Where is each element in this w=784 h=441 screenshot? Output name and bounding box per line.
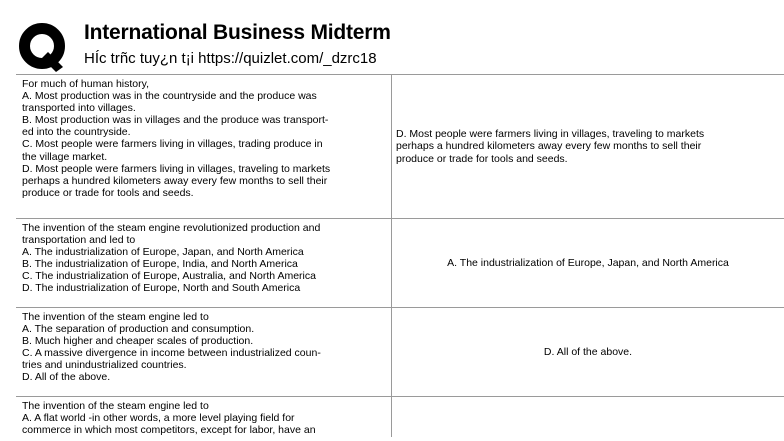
term-line: C. A massive divergence in income between industrialized coun-	[22, 347, 321, 360]
definition-cell	[392, 75, 784, 218]
definition-cell	[392, 397, 784, 437]
term-line: B. The industrialization of Europe, India, and North America	[22, 258, 298, 271]
definition-line: produce or trade for tools and seeds.	[396, 152, 568, 165]
term-line: D. The industrialization of Europe, North and South America	[22, 282, 301, 295]
term-line: tries and unindustrialized countries.	[22, 359, 187, 372]
term-line: D. Most people were farmers living in villages, traveling to markets	[22, 162, 331, 175]
flashcard-row	[16, 397, 784, 437]
term-cell	[16, 308, 392, 396]
page-subtitle: HÍc trñc tuy¿n t¡i https://quizlet.com/_dzrc18	[84, 50, 377, 67]
definition-cell	[392, 219, 784, 307]
term-line: The invention of the steam engine led to	[22, 311, 209, 323]
term-line: transported into villages.	[22, 102, 136, 115]
page-title: International Business Midterm	[84, 21, 391, 44]
definition-line: D. Most people were farmers living in villages, traveling to markets	[396, 128, 705, 141]
term-cell	[16, 75, 392, 218]
term-line: The invention of the steam engine revolutionized production and	[22, 222, 321, 234]
term-cell	[16, 219, 392, 307]
term-line: ed into the countryside.	[22, 126, 131, 139]
term-line: perhaps a hundred kilometers away every few months to sell their	[22, 174, 328, 187]
term-line: A. A flat world -in other words, a more level playing field for	[22, 412, 295, 425]
term-line: transportation and led to	[22, 234, 136, 247]
term-line: C. Most people were farmers living in villages, trading produce in	[22, 138, 323, 151]
term-line: D. All of the above.	[22, 371, 111, 384]
term-line: the village market.	[22, 150, 108, 163]
term-line: B. Most production was in villages and the produce was transport-	[22, 114, 329, 127]
quizlet-logo-icon	[18, 22, 70, 74]
flashcard-row	[16, 308, 784, 397]
term-line: commerce in which most competitors, except for labor, have an	[22, 424, 316, 437]
term-line: A. The industrialization of Europe, Japan, and North America	[22, 246, 304, 259]
definition-line: D. All of the above.	[543, 345, 633, 358]
definition-cell	[392, 308, 784, 396]
term-cell	[16, 397, 392, 437]
term-line: For much of human history,	[22, 78, 150, 90]
flashcard-row	[16, 75, 784, 219]
term-line: B. Much higher and cheaper scales of production.	[22, 335, 254, 348]
page-header	[0, 0, 784, 74]
definition-line: perhaps a hundred kilometers away every few months to sell their	[396, 140, 702, 153]
term-line: produce or trade for tools and seeds.	[22, 186, 194, 199]
flashcard-table	[16, 74, 784, 437]
term-line: A. The separation of production and consumption.	[22, 323, 255, 336]
term-line: The invention of the steam engine led to	[22, 400, 209, 412]
term-line: A. Most production was in the countryside and the produce was	[22, 90, 317, 103]
flashcard-row	[16, 219, 784, 308]
definition-line: A. The industrialization of Europe, Japan, and North America	[447, 256, 729, 269]
term-line: C. The industrialization of Europe, Australia, and North America	[22, 270, 316, 283]
